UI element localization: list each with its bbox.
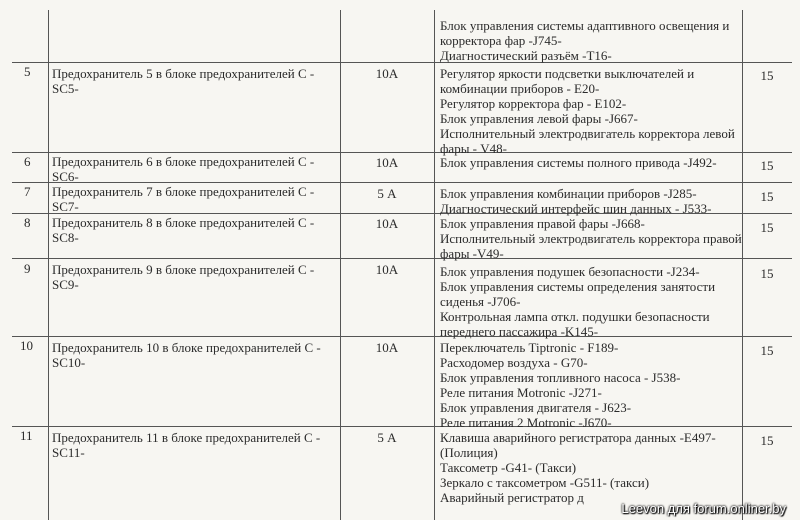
load-line: Клавиша аварийного регистратора данных -E497- — [440, 430, 716, 445]
load-cell — [440, 216, 742, 261]
quantity: 15 — [760, 433, 774, 448]
load-line: Переключатель Tiptronic - F189- — [440, 340, 619, 355]
fuse-rating: 10А — [375, 155, 399, 170]
row-number: 7 — [24, 184, 31, 199]
fuse-name-line: Предохранитель 6 в блоке предохранителей С - — [52, 154, 315, 169]
load-line: Блок управления топливного насоса - J538- — [440, 370, 681, 385]
load-line: Аварийный регистратор д — [440, 490, 584, 505]
fuse-name-line: SC5- — [52, 81, 79, 96]
column-divider — [48, 10, 49, 520]
fuse-name-line: SC11- — [52, 445, 85, 460]
fuse-name — [52, 215, 314, 245]
load-line: Блок управления левой фары -J667- — [440, 111, 638, 126]
row-number: 11 — [20, 428, 33, 443]
fuse-name — [52, 66, 314, 96]
load-line: Расходомер воздуха - G70- — [440, 355, 588, 370]
quantity: 15 — [760, 158, 774, 173]
load-line: Блок управления системы определения занятости — [440, 279, 716, 294]
fuse-name — [52, 154, 314, 184]
row-number: 10 — [20, 338, 33, 353]
fuse-name — [52, 430, 320, 460]
load-line: Регулятор яркости подсветки выключателей и — [440, 66, 695, 81]
load-line: корректора фар -J745- — [440, 33, 562, 48]
load-line: Диагностический интерфейс шин данных - J533- — [440, 201, 712, 216]
fuse-name — [52, 262, 314, 292]
quantity: 15 — [760, 220, 774, 235]
fuse-name-line: Предохранитель 11 в блоке предохранителей С - — [52, 430, 321, 445]
load-line: Диагностический разъём -T16- — [440, 48, 612, 63]
row-number: 5 — [24, 64, 31, 79]
fuse-name-line: Предохранитель 8 в блоке предохранителей С - — [52, 215, 315, 230]
quantity: 15 — [760, 189, 774, 204]
load-line: Блок управления правой фары -J668- — [440, 216, 645, 231]
fuse-name-line: Предохранитель 7 в блоке предохранителей С - — [52, 184, 315, 199]
load-line: Контрольная лампа откл. подушки безопасности — [440, 309, 710, 324]
fuse-name-line: SC10- — [52, 355, 86, 370]
fuse-name-line: SC7- — [52, 199, 79, 214]
quantity: 15 — [760, 68, 774, 83]
quantity: 15 — [760, 343, 774, 358]
fuse-name-line: Предохранитель 9 в блоке предохранителей С - — [52, 262, 315, 277]
fuse-rating: 5 А — [377, 186, 397, 201]
fuse-rating: 5 А — [377, 430, 397, 445]
row-number: 8 — [24, 215, 31, 230]
load-line: сиденья -J706- — [440, 294, 521, 309]
load-line: Блок управления системы полного привода -J492- — [440, 155, 717, 170]
load-line: комбинации приборов - E20- — [440, 81, 600, 96]
fuse-name-line: SC8- — [52, 230, 79, 245]
load-cell — [440, 18, 729, 63]
load-line: Блок управления двигателя - J623- — [440, 400, 632, 415]
load-line: Исполнительный электродвигатель корректора правой — [440, 231, 742, 246]
fuse-name-line: SC6- — [52, 169, 79, 184]
fuse-rating: 10А — [375, 340, 399, 355]
row-number: 6 — [24, 154, 31, 169]
load-line: Таксометр -G41- (Такси) — [440, 460, 577, 475]
load-line: Реле питания Motronic -J271- — [440, 385, 602, 400]
load-line: переднего пассажира -K145- — [440, 324, 599, 339]
load-cell — [440, 430, 716, 505]
fuse-rating: 10А — [375, 216, 399, 231]
load-line: Исполнительный электродвигатель корректора левой — [440, 126, 735, 141]
fuse-rating: 10А — [375, 262, 399, 277]
load-line: фары - V48- — [440, 141, 507, 156]
load-cell — [440, 340, 680, 430]
fuse-name-line: Предохранитель 10 в блоке предохранителей С - — [52, 340, 321, 355]
column-divider — [434, 10, 435, 520]
load-line: Регулятор корректора фар - E102- — [440, 96, 627, 111]
load-line: Блок управления комбинации приборов -J285- — [440, 186, 697, 201]
forum-watermark: Leevon для forum.onliner.by — [621, 501, 786, 516]
fuse-name — [52, 184, 314, 214]
load-line: Реле питания 2 Motronic -J670- — [440, 415, 612, 430]
fuse-rating: 10А — [375, 66, 399, 81]
quantity: 15 — [760, 266, 774, 281]
load-cell — [440, 264, 715, 339]
row-number: 9 — [24, 261, 31, 276]
load-cell — [440, 155, 717, 170]
fuse-name-line: Предохранитель 5 в блоке предохранителей С - — [52, 66, 315, 81]
load-cell — [440, 186, 711, 216]
load-line: (Полиция) — [440, 445, 498, 460]
fuse-name-line: SC9- — [52, 277, 79, 292]
load-line: Блок управления подушек безопасности -J234- — [440, 264, 700, 279]
load-line: Зеркало с таксометром -G511- (такси) — [440, 475, 650, 490]
load-line: Блок управления системы адаптивного освещения и — [440, 18, 730, 33]
load-line: фары -V49- — [440, 246, 504, 261]
load-cell — [440, 66, 735, 156]
fuse-name — [52, 340, 321, 370]
